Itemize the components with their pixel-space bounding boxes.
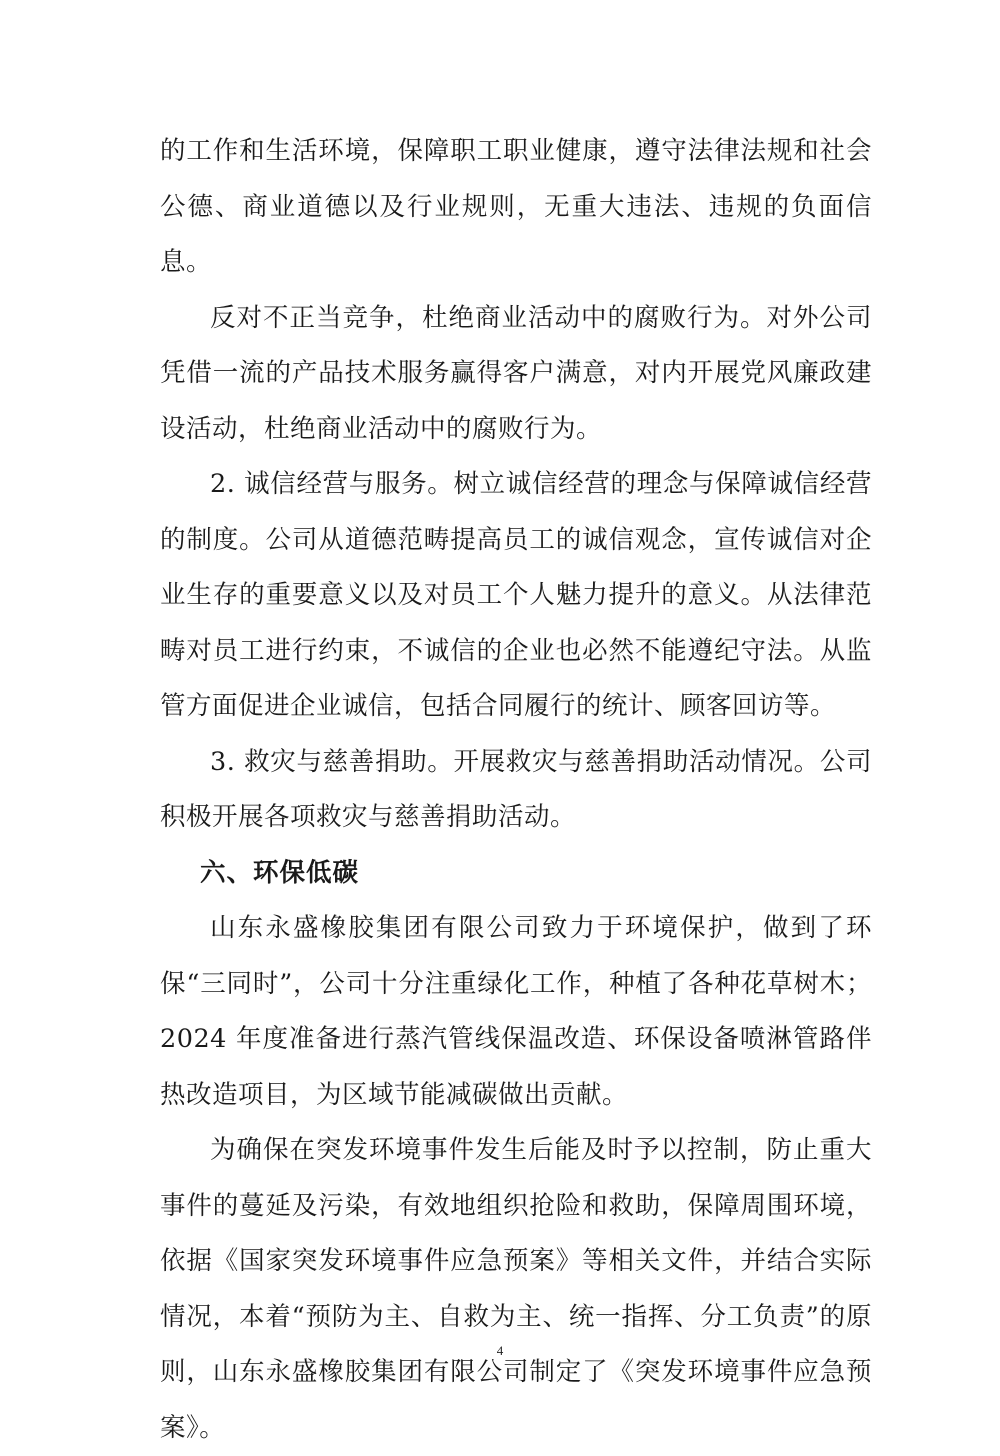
paragraph-environment-protection: 山东永盛橡胶集团有限公司致力于环境保护，做到了环保“三同时”，公司十分注重绿化工作，种植了各种花草树木；2024 年度准备进行蒸汽管线保温改造、环保设备喷淋管路伴热改造项目，为区域节能减碳做出贡献。 xyxy=(160,913,872,1110)
document-body xyxy=(160,124,872,1456)
paragraph-anti-corruption: 反对不正当竞争，杜绝商业活动中的腐败行为。对外公司凭借一流的产品技术服务赢得客户满意，对内开展党风廉政建设活动，杜绝商业活动中的腐败行为。 xyxy=(160,302,872,444)
paragraph-disaster-relief: 3. 救灾与慈善捐助。开展救灾与慈善捐助活动情况。公司积极开展各项救灾与慈善捐助活动。 xyxy=(160,746,872,832)
section-heading-environment: 六、环保低碳 xyxy=(200,857,360,888)
paragraph-integrity-operation: 2. 诚信经营与服务。树立诚信经营的理念与保障诚信经营的制度。公司从道德范畴提高员工的诚信观念，宣传诚信对企业生存的重要意义以及对员工个人魅力提升的意义。从法律范畴对员工进行约束，不诚信的企业也必然不能遵纪守法。从监管方面促进企业诚信，包括合同履行的统计、顾客回访等。 xyxy=(160,469,872,721)
paragraph-emergency-plan: 为确保在突发环境事件发生后能及时予以控制，防止重大事件的蔓延及污染，有效地组织抢险和救助，保障周围环境，依据《国家突发环境事件应急预案》等相关文件，并结合实际情况，本着“预防为主、自救为主、统一指挥、分工负责”的原则，山东永盛橡胶集团有限公司制定了《突发环境事件应急预案》。 xyxy=(160,1135,872,1443)
page-number: 4 xyxy=(496,1343,504,1358)
paragraph-work-environment: 的工作和生活环境，保障职工职业健康，遵守法律法规和社会公德、商业道德以及行业规则，无重大违法、违规的负面信息。 xyxy=(160,136,872,277)
